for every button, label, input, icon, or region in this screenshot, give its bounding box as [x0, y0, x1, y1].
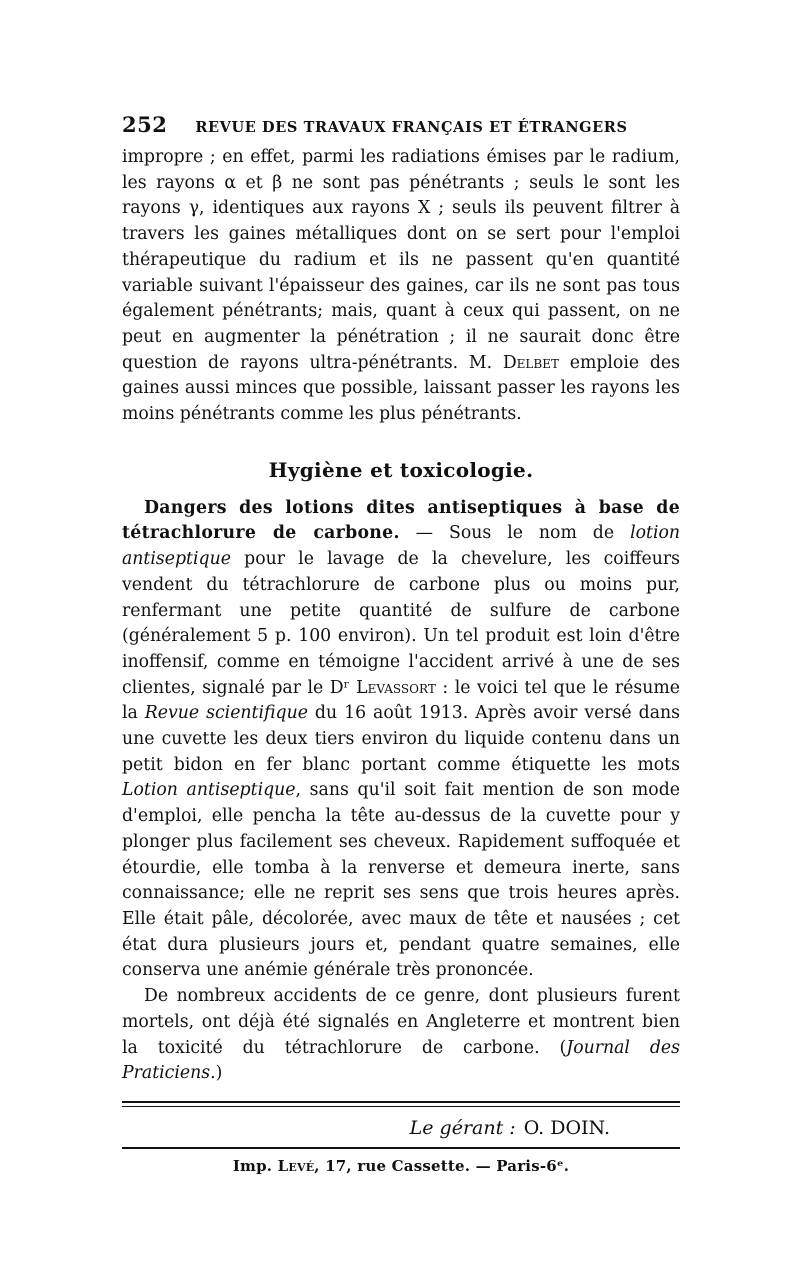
article-paragraph	[122, 496, 680, 984]
printer-imprint	[122, 1157, 680, 1175]
article-italic-2: Revue scientifique	[144, 703, 308, 724]
article-italic-3: Lotion antiseptique	[122, 780, 296, 801]
paragraph-radium-text-2: emploie des gaines aussi minces que possible, laissant passer les rayons les moins pénétrants comme les plus pénétrants.	[122, 352, 680, 425]
single-rule	[122, 1147, 680, 1149]
section-title: Hygiène et toxicologie.	[268, 457, 534, 482]
page-number: 252	[122, 112, 168, 137]
article-text-2: pour le lavage de la chevelure, les coiffeurs vendent du tétrachlorure de carbone plus ou moins pur, renfermant une petite quantité de sulfure de carbone (généralement 5 p. 100 environ). Un tel produit est loin d'être inoffensif, comme en témoigne l'accident arrivé à une de ses clientes, signalé par le Dʳ	[122, 549, 680, 698]
journal-title: REVUE DES TRAVAUX FRANÇAIS ET ÉTRANGERS	[195, 119, 628, 136]
page	[122, 112, 680, 1175]
gerant-name: O. DOIN.	[523, 1116, 610, 1139]
article-title: Dangers des lotions dites antiseptiques à base de tétrachlorure de carbone.	[122, 497, 680, 544]
article-text-5: , sans qu'il soit fait mention de son mode d'emploi, elle pencha la tête au-dessus de la cuvette pour y plonger plus facilement ses cheveux. Rapidement suffoquée et étourdie, elle tomba à la renverse et demeura inerte, sans connaissance; elle ne reprit ses sens que trois heures après. Elle était pâle, décolorée, avec maux de tête et nausées ; cet état dura plusieurs jours et, pendant quatre semaines, elle conserva une anémie générale très prononcée.	[122, 780, 680, 981]
conclusion-text: De nombreux accidents de ce genre, dont plusieurs furent mortels, ont déjà été signalés en Angleterre et montrent bien la toxicité du tétrachlorure de carbone. (	[122, 986, 680, 1058]
author-name-levassort: Levassort	[356, 677, 436, 698]
imprint-printer-name: Levé	[277, 1156, 315, 1175]
conclusion-paragraph	[122, 984, 680, 1087]
running-head	[122, 112, 680, 137]
article-text-1: — Sous le nom de	[399, 523, 631, 544]
article-text-4: du 16 août 1913. Après avoir versé dans une cuvette les deux tiers environ du liquide contenu dans un petit bidon en fer blanc portant comme étiquette les mots	[122, 703, 680, 775]
paragraph-radium-text-1: impropre ; en effet, parmi les radiations émises par le radium, les rayons α et β ne sont pas pénétrants ; seuls le sont les rayons γ, identiques aux rayons X ; seuls ils peuvent filtrer à travers les gaines métalliques dont on se sert pour l'emploi thérapeutique du radium et ils ne passent qu'en quantité variable suivant l'épaisseur des gaines, car ils ne sont pas tous également pénétrants; mais, quant à ceux qui passent, on ne peut en augmenter la pénétration ; il ne saurait donc être question de rayons ultra-pénétrants. M.	[122, 147, 680, 373]
signature-line	[122, 1107, 680, 1147]
article-text-3: : le voici tel que le résume la	[122, 677, 681, 724]
author-name-delbet: Delbet	[502, 352, 559, 373]
source-citation: Journal des Praticiens.	[122, 1037, 680, 1084]
article-italic-1: lotion antiseptique	[122, 523, 680, 570]
paragraph-radium	[122, 145, 680, 428]
imprint-prefix: Imp.	[232, 1156, 278, 1175]
conclusion-close: )	[215, 1063, 223, 1084]
imprint-address: , 17, rue Cassette. — Paris-6ᵉ.	[314, 1156, 570, 1175]
gerant-label: Le gérant :	[409, 1116, 516, 1139]
